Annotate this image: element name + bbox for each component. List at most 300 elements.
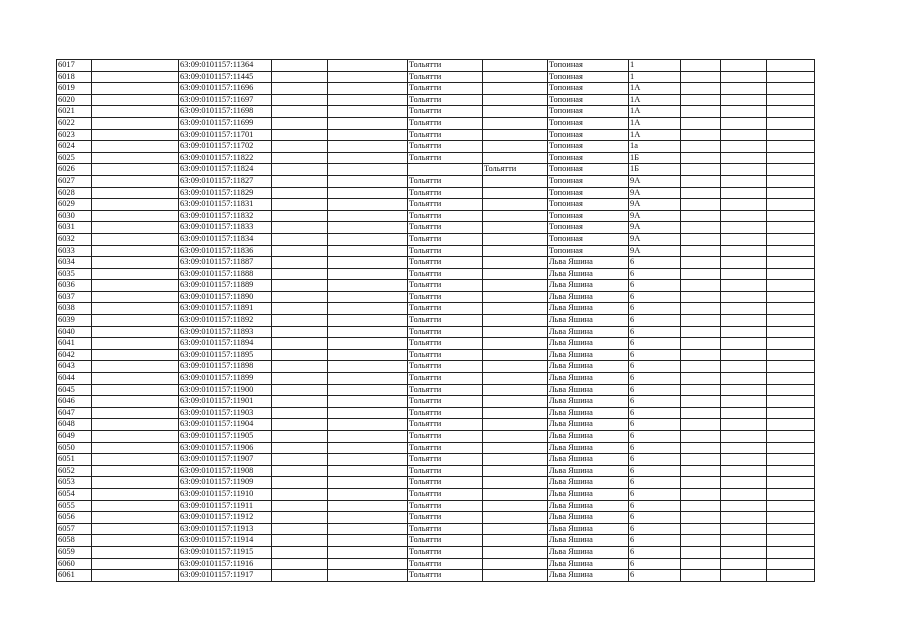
table-row (57, 222, 815, 234)
house-number-cell: 1А (629, 117, 681, 129)
street-cell: Льва Яшина (548, 326, 629, 338)
street-cell: Топоиная (548, 152, 629, 164)
empty-cell (328, 454, 408, 466)
city-alt-cell (483, 500, 548, 512)
cadastral-number-cell: 63:09:0101157:11904 (179, 419, 272, 431)
empty-cell (92, 141, 179, 153)
cadastral-number-cell: 63:09:0101157:11702 (179, 141, 272, 153)
row-number-cell: 6025 (57, 152, 92, 164)
table-row (57, 326, 815, 338)
empty-cell (272, 257, 328, 269)
empty-cell (328, 407, 408, 419)
city-alt-cell (483, 210, 548, 222)
cadastral-number-cell: 63:09:0101157:11914 (179, 535, 272, 547)
street-cell: Топоиная (548, 199, 629, 211)
table-row (57, 407, 815, 419)
empty-cell (681, 187, 721, 199)
row-number-cell: 6043 (57, 361, 92, 373)
empty-cell (681, 60, 721, 72)
empty-cell (767, 535, 815, 547)
empty-cell (272, 141, 328, 153)
street-cell: Льва Яшина (548, 315, 629, 327)
empty-cell (767, 315, 815, 327)
empty-cell (328, 396, 408, 408)
empty-cell (681, 129, 721, 141)
empty-cell (721, 245, 767, 257)
street-cell: Топоиная (548, 187, 629, 199)
empty-cell (328, 570, 408, 582)
house-number-cell: 6 (629, 361, 681, 373)
empty-cell (92, 512, 179, 524)
empty-cell (721, 535, 767, 547)
empty-cell (272, 280, 328, 292)
table-row (57, 338, 815, 350)
table-row (57, 373, 815, 385)
empty-cell (328, 431, 408, 443)
empty-cell (721, 199, 767, 211)
row-number-cell: 6030 (57, 210, 92, 222)
house-number-cell: 6 (629, 523, 681, 535)
empty-cell (721, 291, 767, 303)
city-alt-cell (483, 488, 548, 500)
empty-cell (767, 442, 815, 454)
empty-cell (92, 245, 179, 257)
house-number-cell: 6 (629, 303, 681, 315)
empty-cell (767, 280, 815, 292)
row-number-cell: 6058 (57, 535, 92, 547)
city-cell: Тольятти (408, 419, 483, 431)
house-number-cell: 9А (629, 245, 681, 257)
empty-cell (272, 477, 328, 489)
empty-cell (272, 106, 328, 118)
city-alt-cell (483, 419, 548, 431)
city-cell: Тольятти (408, 477, 483, 489)
street-cell: Топоиная (548, 129, 629, 141)
city-cell: Тольятти (408, 303, 483, 315)
empty-cell (721, 187, 767, 199)
cadastral-number-cell: 63:09:0101157:11892 (179, 315, 272, 327)
row-number-cell: 6042 (57, 349, 92, 361)
city-cell: Тольятти (408, 71, 483, 83)
house-number-cell: 6 (629, 570, 681, 582)
empty-cell (681, 349, 721, 361)
empty-cell (92, 477, 179, 489)
empty-cell (767, 164, 815, 176)
house-number-cell: 6 (629, 407, 681, 419)
empty-cell (272, 535, 328, 547)
empty-cell (767, 558, 815, 570)
house-number-cell: 6 (629, 477, 681, 489)
register-table (56, 59, 815, 582)
empty-cell (328, 315, 408, 327)
street-cell: Льва Яшина (548, 488, 629, 500)
empty-cell (92, 129, 179, 141)
empty-cell (721, 407, 767, 419)
empty-cell (767, 257, 815, 269)
row-number-cell: 6048 (57, 419, 92, 431)
city-cell: Тольятти (408, 361, 483, 373)
row-number-cell: 6039 (57, 315, 92, 327)
empty-cell (272, 512, 328, 524)
row-number-cell: 6045 (57, 384, 92, 396)
cadastral-number-cell: 63:09:0101157:11822 (179, 152, 272, 164)
cadastral-number-cell: 63:09:0101157:11699 (179, 117, 272, 129)
street-cell: Льва Яшина (548, 512, 629, 524)
empty-cell (767, 419, 815, 431)
city-alt-cell (483, 326, 548, 338)
house-number-cell: 6 (629, 396, 681, 408)
empty-cell (328, 477, 408, 489)
city-alt-cell (483, 71, 548, 83)
table-row (57, 384, 815, 396)
cadastral-number-cell: 63:09:0101157:11915 (179, 546, 272, 558)
table-row (57, 500, 815, 512)
empty-cell (92, 210, 179, 222)
cadastral-number-cell: 63:09:0101157:11913 (179, 523, 272, 535)
empty-cell (681, 361, 721, 373)
empty-cell (721, 488, 767, 500)
city-cell: Тольятти (408, 106, 483, 118)
empty-cell (328, 291, 408, 303)
house-number-cell: 1Б (629, 164, 681, 176)
cadastral-number-cell: 63:09:0101157:11824 (179, 164, 272, 176)
street-cell: Топоиная (548, 71, 629, 83)
house-number-cell: 6 (629, 419, 681, 431)
row-number-cell: 6057 (57, 523, 92, 535)
empty-cell (681, 175, 721, 187)
empty-cell (272, 315, 328, 327)
empty-cell (272, 83, 328, 95)
empty-cell (92, 175, 179, 187)
city-cell: Тольятти (408, 535, 483, 547)
empty-cell (92, 558, 179, 570)
empty-cell (681, 106, 721, 118)
empty-cell (767, 384, 815, 396)
empty-cell (721, 361, 767, 373)
city-alt-cell (483, 396, 548, 408)
house-number-cell: 6 (629, 546, 681, 558)
table-row (57, 361, 815, 373)
empty-cell (681, 141, 721, 153)
empty-cell (92, 546, 179, 558)
street-cell: Льва Яшина (548, 570, 629, 582)
empty-cell (767, 570, 815, 582)
empty-cell (767, 523, 815, 535)
row-number-cell: 6021 (57, 106, 92, 118)
empty-cell (681, 199, 721, 211)
city-cell: Тольятти (408, 60, 483, 72)
cadastral-number-cell: 63:09:0101157:11832 (179, 210, 272, 222)
empty-cell (767, 210, 815, 222)
empty-cell (681, 280, 721, 292)
street-cell: Льва Яшина (548, 442, 629, 454)
city-cell: Тольятти (408, 338, 483, 350)
empty-cell (681, 535, 721, 547)
house-number-cell: 1Б (629, 152, 681, 164)
city-cell: Тольятти (408, 488, 483, 500)
empty-cell (92, 94, 179, 106)
city-cell: Тольятти (408, 129, 483, 141)
city-alt-cell (483, 373, 548, 385)
street-cell: Льва Яшина (548, 291, 629, 303)
house-number-cell: 6 (629, 431, 681, 443)
cadastral-number-cell: 63:09:0101157:11907 (179, 454, 272, 466)
empty-cell (721, 465, 767, 477)
empty-cell (328, 326, 408, 338)
house-number-cell: 1А (629, 83, 681, 95)
empty-cell (721, 384, 767, 396)
empty-cell (767, 187, 815, 199)
city-cell: Тольятти (408, 175, 483, 187)
empty-cell (721, 373, 767, 385)
cadastral-number-cell: 63:09:0101157:11894 (179, 338, 272, 350)
house-number-cell: 6 (629, 291, 681, 303)
table-row (57, 152, 815, 164)
city-cell: Тольятти (408, 558, 483, 570)
table-row (57, 199, 815, 211)
cadastral-number-cell: 63:09:0101157:11901 (179, 396, 272, 408)
city-alt-cell (483, 268, 548, 280)
empty-cell (272, 419, 328, 431)
empty-cell (681, 500, 721, 512)
empty-cell (767, 199, 815, 211)
cadastral-number-cell: 63:09:0101157:11917 (179, 570, 272, 582)
empty-cell (721, 257, 767, 269)
empty-cell (767, 500, 815, 512)
city-alt-cell (483, 257, 548, 269)
empty-cell (272, 164, 328, 176)
empty-cell (92, 500, 179, 512)
city-alt-cell (483, 570, 548, 582)
empty-cell (681, 512, 721, 524)
empty-cell (272, 407, 328, 419)
row-number-cell: 6050 (57, 442, 92, 454)
row-number-cell: 6038 (57, 303, 92, 315)
empty-cell (721, 523, 767, 535)
empty-cell (92, 431, 179, 443)
table-row (57, 268, 815, 280)
house-number-cell: 6 (629, 512, 681, 524)
table-row (57, 535, 815, 547)
empty-cell (272, 245, 328, 257)
empty-cell (92, 233, 179, 245)
empty-cell (721, 454, 767, 466)
empty-cell (767, 407, 815, 419)
empty-cell (328, 71, 408, 83)
table-row (57, 523, 815, 535)
empty-cell (92, 199, 179, 211)
street-cell: Льва Яшина (548, 407, 629, 419)
house-number-cell: 6 (629, 488, 681, 500)
empty-cell (328, 442, 408, 454)
empty-cell (681, 419, 721, 431)
row-number-cell: 6059 (57, 546, 92, 558)
row-number-cell: 6024 (57, 141, 92, 153)
table-row (57, 257, 815, 269)
street-cell: Топоиная (548, 175, 629, 187)
empty-cell (328, 257, 408, 269)
street-cell: Льва Яшина (548, 419, 629, 431)
city-cell: Тольятти (408, 384, 483, 396)
city-cell: Тольятти (408, 245, 483, 257)
empty-cell (767, 546, 815, 558)
empty-cell (721, 442, 767, 454)
cadastral-number-cell: 63:09:0101157:11889 (179, 280, 272, 292)
row-number-cell: 6061 (57, 570, 92, 582)
empty-cell (767, 291, 815, 303)
cadastral-number-cell: 63:09:0101157:11912 (179, 512, 272, 524)
empty-cell (272, 303, 328, 315)
empty-cell (721, 280, 767, 292)
empty-cell (681, 407, 721, 419)
empty-cell (328, 419, 408, 431)
empty-cell (681, 523, 721, 535)
street-cell: Льва Яшина (548, 361, 629, 373)
empty-cell (272, 454, 328, 466)
house-number-cell: 6 (629, 257, 681, 269)
empty-cell (767, 268, 815, 280)
table-row (57, 546, 815, 558)
empty-cell (721, 315, 767, 327)
row-number-cell: 6034 (57, 257, 92, 269)
house-number-cell: 1А (629, 94, 681, 106)
row-number-cell: 6041 (57, 338, 92, 350)
cadastral-number-cell: 63:09:0101157:11696 (179, 83, 272, 95)
empty-cell (328, 384, 408, 396)
house-number-cell: 9А (629, 222, 681, 234)
city-alt-cell (483, 407, 548, 419)
empty-cell (272, 361, 328, 373)
cadastral-number-cell: 63:09:0101157:11829 (179, 187, 272, 199)
empty-cell (272, 396, 328, 408)
empty-cell (721, 175, 767, 187)
house-number-cell: 6 (629, 535, 681, 547)
table-row (57, 558, 815, 570)
empty-cell (767, 326, 815, 338)
cadastral-number-cell: 63:09:0101157:11831 (179, 199, 272, 211)
row-number-cell: 6051 (57, 454, 92, 466)
city-cell: Тольятти (408, 570, 483, 582)
table-row (57, 280, 815, 292)
empty-cell (272, 199, 328, 211)
city-cell: Тольятти (408, 546, 483, 558)
table-row (57, 396, 815, 408)
empty-cell (681, 454, 721, 466)
city-cell: Тольятти (408, 94, 483, 106)
street-cell: Льва Яшина (548, 477, 629, 489)
empty-cell (328, 222, 408, 234)
city-alt-cell (483, 233, 548, 245)
empty-cell (681, 384, 721, 396)
city-cell: Тольятти (408, 465, 483, 477)
cadastral-number-cell: 63:09:0101157:11890 (179, 291, 272, 303)
empty-cell (721, 106, 767, 118)
empty-cell (328, 199, 408, 211)
street-cell: Льва Яшина (548, 431, 629, 443)
table-row (57, 233, 815, 245)
house-number-cell: 1А (629, 129, 681, 141)
street-cell: Топоиная (548, 164, 629, 176)
house-number-cell: 9А (629, 187, 681, 199)
empty-cell (681, 477, 721, 489)
cadastral-number-cell: 63:09:0101157:11697 (179, 94, 272, 106)
empty-cell (767, 349, 815, 361)
city-cell: Тольятти (408, 268, 483, 280)
city-cell: Тольятти (408, 141, 483, 153)
row-number-cell: 6053 (57, 477, 92, 489)
empty-cell (92, 454, 179, 466)
empty-cell (721, 233, 767, 245)
empty-cell (328, 535, 408, 547)
cadastral-number-cell: 63:09:0101157:11836 (179, 245, 272, 257)
empty-cell (272, 338, 328, 350)
house-number-cell: 1 (629, 60, 681, 72)
empty-cell (721, 141, 767, 153)
row-number-cell: 6046 (57, 396, 92, 408)
table-row (57, 141, 815, 153)
empty-cell (681, 257, 721, 269)
empty-cell (328, 175, 408, 187)
empty-cell (92, 384, 179, 396)
empty-cell (328, 500, 408, 512)
city-alt-cell (483, 222, 548, 234)
empty-cell (272, 326, 328, 338)
cadastral-number-cell: 63:09:0101157:11908 (179, 465, 272, 477)
empty-cell (328, 303, 408, 315)
city-cell: Тольятти (408, 187, 483, 199)
empty-cell (767, 465, 815, 477)
empty-cell (767, 222, 815, 234)
empty-cell (328, 465, 408, 477)
empty-cell (721, 268, 767, 280)
empty-cell (328, 268, 408, 280)
empty-cell (681, 315, 721, 327)
table-row (57, 106, 815, 118)
house-number-cell: 6 (629, 268, 681, 280)
empty-cell (767, 152, 815, 164)
row-number-cell: 6029 (57, 199, 92, 211)
table-row (57, 245, 815, 257)
city-alt-cell (483, 361, 548, 373)
city-cell: Тольятти (408, 210, 483, 222)
empty-cell (721, 431, 767, 443)
city-cell: Тольятти (408, 431, 483, 443)
empty-cell (272, 129, 328, 141)
empty-cell (721, 303, 767, 315)
empty-cell (767, 117, 815, 129)
cadastral-number-cell: 63:09:0101157:11898 (179, 361, 272, 373)
empty-cell (767, 396, 815, 408)
empty-cell (721, 164, 767, 176)
empty-cell (721, 570, 767, 582)
city-alt-cell (483, 523, 548, 535)
empty-cell (272, 465, 328, 477)
row-number-cell: 6028 (57, 187, 92, 199)
empty-cell (92, 523, 179, 535)
empty-cell (328, 94, 408, 106)
empty-cell (681, 338, 721, 350)
cadastral-number-cell: 63:09:0101157:11833 (179, 222, 272, 234)
empty-cell (681, 245, 721, 257)
empty-cell (92, 338, 179, 350)
cadastral-number-cell: 63:09:0101157:11909 (179, 477, 272, 489)
empty-cell (272, 373, 328, 385)
empty-cell (328, 349, 408, 361)
empty-cell (681, 94, 721, 106)
street-cell: Льва Яшина (548, 558, 629, 570)
empty-cell (272, 570, 328, 582)
city-cell: Тольятти (408, 280, 483, 292)
